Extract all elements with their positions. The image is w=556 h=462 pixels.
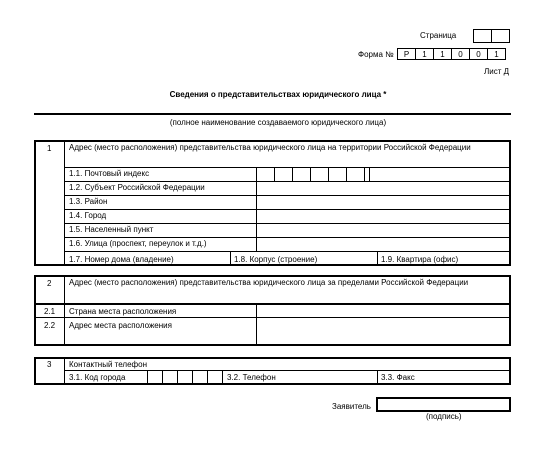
form-char: 1 <box>433 48 452 60</box>
city-code-cell[interactable] <box>162 370 178 384</box>
locality-field[interactable] <box>257 224 510 237</box>
form-char: 1 <box>487 48 506 60</box>
page-number-box-1[interactable] <box>473 29 492 43</box>
phone-field[interactable] <box>273 371 376 384</box>
city-label: 1.4. Город <box>69 211 107 220</box>
row-line <box>64 251 510 252</box>
country-number: 2.1 <box>44 307 56 316</box>
foreign-address-field[interactable] <box>257 318 510 345</box>
section-1-number: 1 <box>47 144 52 153</box>
form-title: Сведения о представительствах юридического лица * <box>169 90 387 99</box>
postal-code-label: 1.1. Почтовый индекс <box>69 169 150 178</box>
building-divider <box>377 251 378 265</box>
form-number-label: Форма № <box>358 50 394 59</box>
form-char: 0 <box>451 48 470 60</box>
applicant-label: Заявитель <box>332 402 371 411</box>
foreign-address-label: Адрес места расположения <box>69 321 172 330</box>
section-3-number: 3 <box>47 360 52 369</box>
section-2-title: Адрес (место расположения) представительства юридического лица за пределами Российской Федерации <box>69 278 469 287</box>
form-char: 0 <box>469 48 488 60</box>
foreign-address-number: 2.2 <box>44 321 56 330</box>
form-char: 1 <box>415 48 434 60</box>
postal-code-cell[interactable] <box>328 167 347 182</box>
city-code-cell[interactable] <box>207 370 223 384</box>
city-code-cell[interactable] <box>177 370 193 384</box>
locality-label: 1.5. Населенный пункт <box>69 225 154 234</box>
section-divider <box>64 358 65 384</box>
section-3-title: Контактный телефон <box>69 360 147 369</box>
signature-caption: (подпись) <box>426 412 462 421</box>
house-divider <box>230 251 231 265</box>
phone-divider <box>377 370 378 384</box>
city-code-cell[interactable] <box>192 370 208 384</box>
postal-code-cell-end <box>369 167 370 181</box>
section-divider <box>64 141 65 265</box>
flat-label: 1.9. Квартира (офис) <box>381 255 459 264</box>
signature-field[interactable] <box>376 397 511 412</box>
form-char: Р <box>397 48 416 60</box>
section-1-title: Адрес (место расположения) представительства юридического лица на территории Российской Федерации <box>69 143 471 152</box>
section-2-number: 2 <box>47 279 52 288</box>
page-label: Страница <box>420 31 457 40</box>
phone-label: 3.2. Телефон <box>227 373 276 382</box>
city-field[interactable] <box>257 210 510 223</box>
postal-code-cell[interactable] <box>346 167 365 182</box>
building-label: 1.8. Корпус (строение) <box>234 255 318 264</box>
fax-field[interactable] <box>412 371 509 384</box>
fax-label: 3.3. Факс <box>381 373 415 382</box>
region-label: 1.2. Субъект Российской Федерации <box>69 183 205 192</box>
page-number-box-2[interactable] <box>491 29 510 43</box>
region-field[interactable] <box>257 182 510 195</box>
city-code-cell[interactable] <box>147 370 163 384</box>
section-divider <box>64 276 65 345</box>
postal-code-cell[interactable] <box>256 167 275 182</box>
postal-code-cell[interactable] <box>310 167 329 182</box>
street-label: 1.6. Улица (проспект, переулок и т.д.) <box>69 239 207 248</box>
district-label: 1.3. Район <box>69 197 108 206</box>
district-field[interactable] <box>257 196 510 209</box>
org-name-line[interactable] <box>34 113 511 115</box>
country-field[interactable] <box>257 305 510 317</box>
city-code-label: 3.1. Код города <box>69 373 126 382</box>
house-label: 1.7. Номер дома (владение) <box>69 255 174 264</box>
sheet-label: Лист Д <box>484 67 510 76</box>
postal-code-cell[interactable] <box>274 167 293 182</box>
street-field[interactable] <box>257 238 510 251</box>
country-label: Страна места расположения <box>69 307 177 316</box>
org-name-caption: (полное наименование создаваемого юридического лица) <box>169 118 387 127</box>
postal-code-cell[interactable] <box>292 167 311 182</box>
